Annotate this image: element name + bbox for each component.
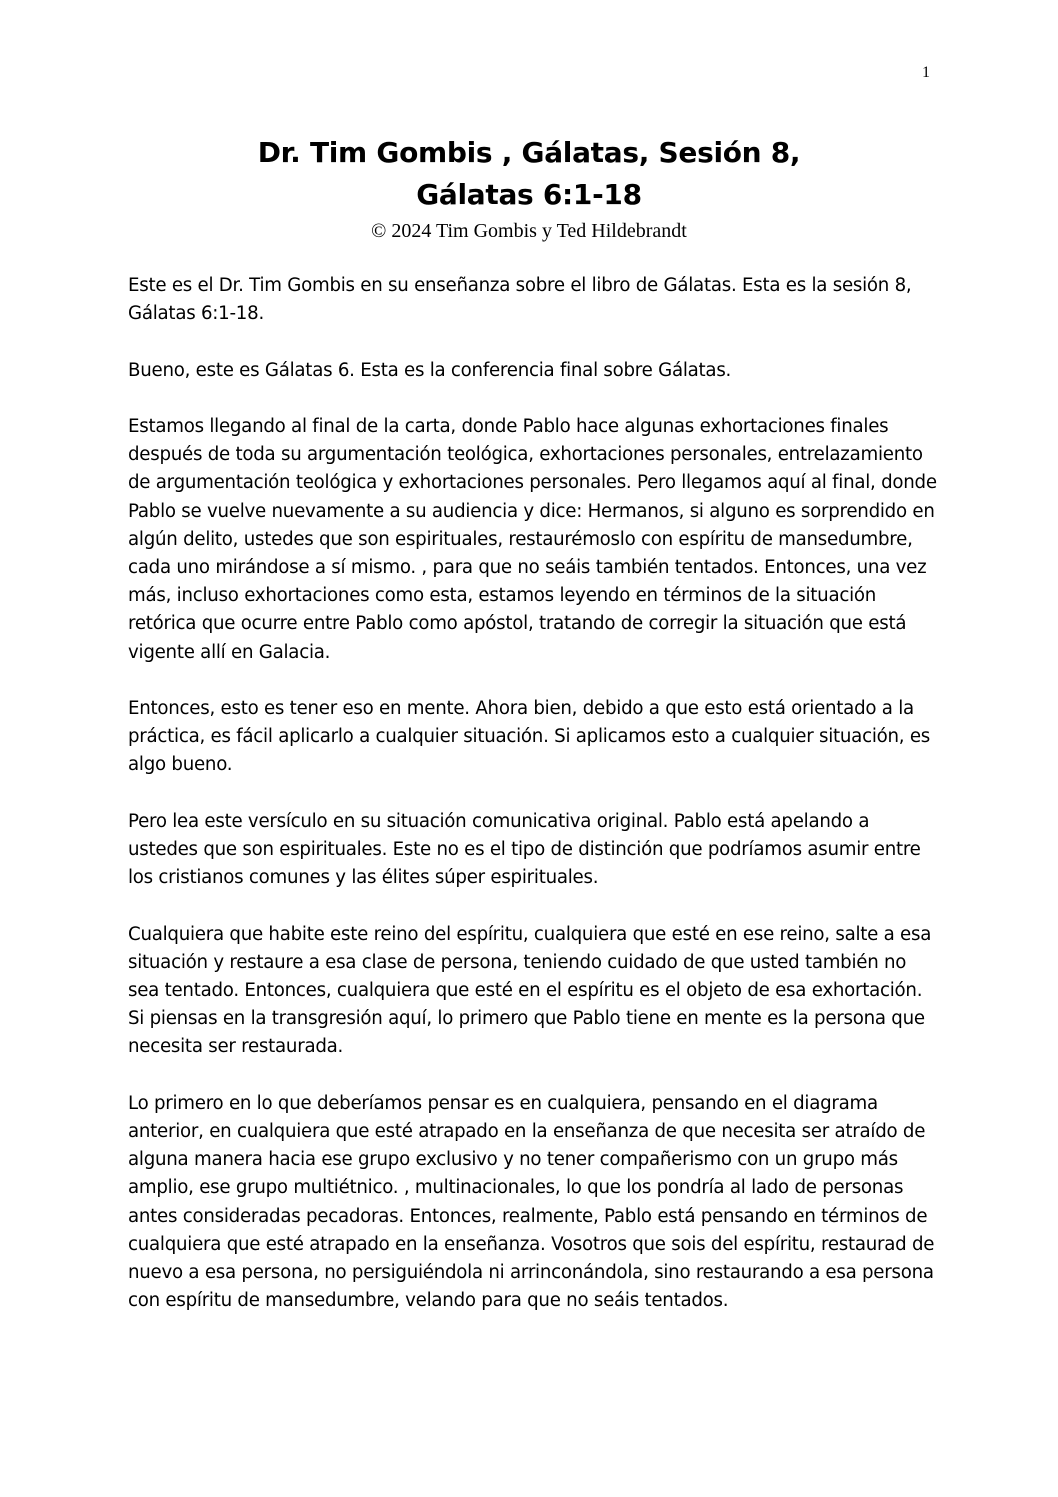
- title-block: [0, 132, 1058, 244]
- paragraph-3: Estamos llegando al final de la carta, donde Pablo hace algunas exhortaciones finales después de toda su argumentación teológica, exhortaciones personales, entrelazamiento de argumentación teológica y exhortaciones personales. Pero llegamos aquí al final, donde Pablo se vuelve nuevamente a su audiencia y dice: Hermanos, si alguno es sorprendido en algún delito, ustedes que son espirituales, restaurémoslo con espíritu de mansedumbre, cada uno mirándose a sí mismo. , para que no seáis también tentados. Entonces, una vez más, incluso exhortaciones como esta, estamos leyendo en términos de la situación retórica que ocurre entre Pablo como apóstol, tratando de corregir la situación que está vigente allí en Galacia.: [128, 415, 937, 663]
- paragraph-6: Cualquiera que habite este reino del espíritu, cualquiera que esté en ese reino, salte a esa situación y restaure a esa clase de persona, teniendo cuidado de que usted también no sea tentado. Entonces, cualquiera que esté en el espíritu es el objeto de esa exhortación. Si piensas en la transgresión aquí, lo primero que Pablo tiene en mente es la persona que necesita ser restaurada.: [128, 923, 932, 1058]
- paragraph-5: Pero lea este versículo en su situación comunicativa original. Pablo está apelando a ustedes que son espirituales. Este no es el tipo de distinción que podríamos asumir entre los cristianos comunes y las élites súper espirituales.: [128, 810, 921, 889]
- paragraph-2: Bueno, este es Gálatas 6. Esta es la conferencia final sobre Gálatas.: [128, 359, 732, 381]
- copyright-notice: © 2024 Tim Gombis y Ted Hildebrandt: [371, 220, 687, 242]
- document-body: [128, 272, 938, 1344]
- document-title-line-2: Gálatas 6:1-18: [416, 178, 642, 211]
- paragraph-1: Este es el Dr. Tim Gombis en su enseñanza sobre el libro de Gálatas. Esta es la sesión 8, Gálatas 6:1-18.: [128, 275, 912, 325]
- page-number: 1: [922, 64, 930, 81]
- paragraph-7: Lo primero en lo que deberíamos pensar es en cualquiera, pensando en el diagrama anterior, en cualquiera que esté atrapado en la enseñanza de que necesita ser atraído de alguna manera hacia ese grupo exclusivo y no tener compañerismo con un grupo más amplio, ese grupo multiétnico. , multinacionales, lo que los pondría al lado de personas antes consideradas pecadoras. Entonces, realmente, Pablo está pensando en términos de cualquiera que esté atrapado en la enseñanza. Vosotros que sois del espíritu, restaurad de nuevo a esa persona, no persiguiéndola ni arrinconándola, sino restaurando a esa persona con espíritu de mansedumbre, velando para que no seáis tentados.: [128, 1092, 935, 1312]
- paragraph-4: Entonces, esto es tener eso en mente. Ahora bien, debido a que esto está orientado a la práctica, es fácil aplicarlo a cualquier situación. Si aplicamos esto a cualquier situación, es algo bueno.: [128, 698, 931, 776]
- document-title-line-1: Dr. Tim Gombis , Gálatas, Sesión 8,: [257, 136, 801, 169]
